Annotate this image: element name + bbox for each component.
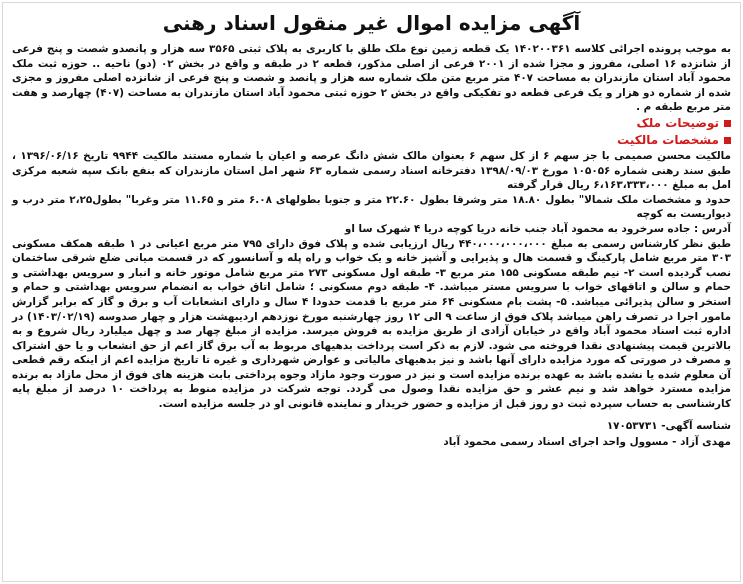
signatory: مهدی آزاد - مسوول واحد اجرای اسناد رسمی محمود آباد (443, 435, 731, 448)
intro-paragraph: به موجب پرونده اجرائی کلاسه ۱۴۰۲۰۰۳۶۱ یک قطعه زمین نوع ملک طلق با کاربری به پلاک ثبتی ۳۵۶۵ سه هزار و پانصدو شصت و پنج فرعی از شانزده ۱۶ اصلی، مفروز و مجزا شده از ۲۰۰۱ فرعی از اصلی مذکور، قطعه ۲ در طبقه و واقع در بخش ۰۲ (دو) ناحیه .. حوزه ثبت ملک محمود آباد استان مازندران به مساحت ۴۰۷ متر مربع متن ملک شماره سه هزار و پانصد و شصت و پنج فرعی از شانزده اصلی مفروز و مجزی شده از شماره دو هزار و یک فرعی قطعه دو تفکیکی واقع در بخش ۲ حوزه ثبتی محمود آباد استان مازندران به مساحت (۴۰۷) چهارصد و هفت متر مربع طبقه م . (12, 43, 732, 114)
appraisal-paragraph: طبق نظر کارشناس رسمی به مبلغ ۴۴۰،۰۰۰،۰۰۰،۰۰۰ ریال ارزیابی شده و پلاک فوق دارای ۷۹۵ متر مربع اعیانی در ۱ طبقه همکف مسکونی ۳۰۳ متر مربع شامل پارکینگ و قسمت هال و پذیرایی و آشپز خانه و یک خواب و راه پله و آسانسور که در قسمت میانی ضلع شرقی ساختمان نصب گردیده است ۲- نیم طبقه مسکونی ۱۵۵ متر مربع ۳- طبقه اول مسکونی ۲۷۳ متر مربع شامل موتور خانه و انبار و سرویس بهداشتی و حمام و سالن و اتاقهای خواب با سرویس مستر میباشد. ۴- طبقه دوم مسکونی ؛ شامل اتاق خواب به انضمام سرویس بهداشتی و حمام و استخر و سالن پذیرائی میباشد. ۵- پشت بام مسکونی ۶۴ متر مربع با قدمت حدودا ۴ سال و دارای انشعابات آب و برق و گاز که برابر گزارش مامور اجرا در تصرف راهن میباشد پلاک فوق از ساعت ۹ الی ۱۲ روز چهارشنبه مورخ نوزدهم اردیبهشت هزار و چهار صدوسه (۱۴۰۳/۰۲/۱۹) در اداره ثبت اسناد محمود آباد واقع در خیابان آزادی از طریق مزایده به فروش میرسد. مزایده از مبلغ چهار صد و چهل میلیارد ریال شروع و به بالاترین قیمت پیشنهادی نقدا فروخته می شود. لازم به ذکر است پرداخت بدهیهای مربوط به آب برق گاز اعم از حق انشعاب و یا حق اشتراک و مصرف در صورتی که مورد مزایده دارای آنها باشد و نیز بدهیهای مالیاتی و عوارض شهرداری و غیره تا تاریخ مزایده اعم از اینکه رقم قطعی آن معلوم شده یا نشده باشد به عهده برنده مزایده است و نیز در صورت وجود مازاد وجوه پرداختی بابت هزینه های فوق از محل مازاد به برنده مزایده مسترد خواهد شد و نیم عشر و حق مزایده نقدا وصول می گردد. توجه شرکت در مزایده منوط به پرداخت ۱۰ درصد از مبلغ پایه کارشناسی به حساب سپرده ثبت دو روز قبل از مزایده و حضور خریدار و نماینده قانونی او در جلسه مزایده است. (12, 237, 732, 411)
section-ownership-label: مشخصات مالکیت (617, 132, 719, 147)
section-ownership-details (12, 133, 731, 148)
section-property-details (12, 116, 731, 131)
square-bullet-icon (724, 137, 731, 144)
borders-paragraph: حدود و مشخصات ملک شمالا" بطول ۱۸.۸۰ متر وشرقا بطول ۲۲.۶۰ متر و جنوبا بطولهای ۶.۰۸ متر و ۱۱.۶۵ متر وغربا" بطول۲،۲۵ متر درب و دیواریست به کوچه (12, 193, 731, 221)
ownership-paragraph: مالکیت محسن صمیمی با جز سهم ۶ از کل سهم ۶ بعنوان مالک شش دانگ عرصه و اعیان با شماره مستند مالکیت ۹۹۴۴ تاریخ ۱۳۹۶/۰۶/۱۶ ، طبق سند رهنی شماره ۱۰۵۰۵۶ مورخ ۱۳۹۸/۰۹/۰۳ دفترخانه اسناد رسمی شماره ۶۳ شهر امل استان مازندران که بنفع بانک سپه شعبه مرکزی امل به مبلغ ۶،۱۶۳،۳۳۳،۰۰۰ ریال قرار گرفته (12, 149, 732, 192)
notice-id: شناسه آگهی- ۱۷۰۵۳۷۳۱ (606, 419, 731, 432)
address-paragraph: آدرس : جاده سرخرود به محمود آباد جنب خانه دریا کوچه دریا ۴ شهرک سا او (344, 222, 731, 235)
square-bullet-icon (724, 120, 731, 127)
section-property-label: توضیحات ملک (636, 115, 719, 130)
notice-title: آگهی مزایده اموال غیر منقول اسناد رهنی (162, 11, 581, 35)
signature-block (12, 418, 731, 450)
